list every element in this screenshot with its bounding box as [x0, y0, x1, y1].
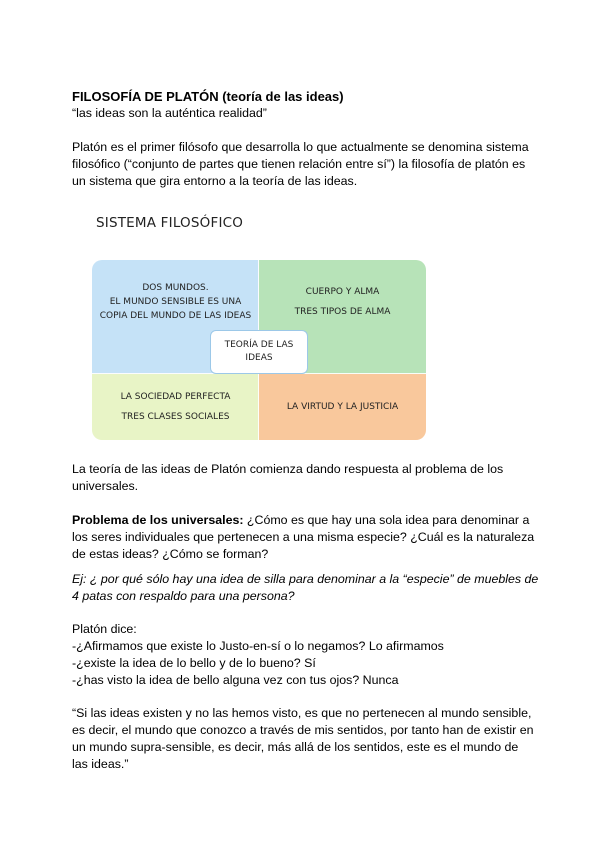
- paragraph-line: es decir, el mundo que conozco a través de mis sentidos, por tanto han de existir en: [72, 723, 534, 737]
- center-text: TEORÍA DE LAS: [224, 340, 294, 350]
- paragraph-line: -¿has visto la idea de bello alguna vez con tus ojos? Nunca: [72, 673, 399, 687]
- plato-says-paragraph: [72, 621, 532, 689]
- problem-first-line: [72, 512, 532, 529]
- quote-paragraph: [72, 705, 532, 773]
- paragraph-line: los seres individuales que pertenecen a una misma especie? ¿Cuál es la naturaleza: [72, 530, 535, 544]
- universals-paragraph: [72, 461, 532, 495]
- quadrant-text: DOS MUNDOS.: [142, 283, 209, 293]
- problem-paragraph: [72, 512, 535, 563]
- intro-line: filosófico (“conjunto de partes que tienen relación entre sí”) la filosofía de platón es: [72, 157, 526, 171]
- center-text: IDEAS: [245, 353, 273, 363]
- page-subtitle: “las ideas son la auténtica realidad”: [72, 106, 267, 120]
- intro-paragraph: [72, 139, 532, 190]
- quadrant-virtue-justice: [259, 374, 426, 440]
- paragraph-line: -¿Afirmamos que existe lo Justo-en-sí o lo negamos? Lo afirmamos: [72, 639, 444, 653]
- paragraph-line: 4 patas con respaldo para una persona?: [72, 589, 295, 603]
- quadrant-text: LA VIRTUD Y LA JUSTICIA: [286, 402, 399, 412]
- page-title: FILOSOFÍA DE PLATÓN (teoría de las ideas): [72, 89, 344, 104]
- paragraph-line: un mundo supra-sensible, es decir, más allá de los sentidos, este es el mundo de: [72, 740, 519, 754]
- paragraph-line: de estas ideas? ¿Cómo se forman?: [72, 547, 269, 561]
- paragraph-line: universales.: [72, 479, 139, 493]
- paragraph-line: las ideas.”: [72, 757, 129, 771]
- center-theory-of-ideas: [210, 330, 308, 374]
- paragraph-line: Platón dice:: [72, 622, 137, 636]
- intro-line: un sistema que gira entorno a la teoría de las ideas.: [72, 174, 358, 188]
- quadrant-text: COPIA DEL MUNDO DE LAS IDEAS: [99, 311, 252, 321]
- paragraph-line: -¿existe la idea de lo bello y de lo bueno? Sí: [72, 656, 316, 670]
- quadrant-perfect-society: [92, 374, 259, 440]
- paragraph-line: “Si las ideas existen y no las hemos visto, es que no pertenecen al mundo sensible,: [72, 706, 532, 720]
- quadrant-text: CUERPO Y ALMA: [305, 287, 380, 297]
- paragraph-line: La teoría de las ideas de Platón comienza dando respuesta al problema de los: [72, 462, 504, 476]
- diagram-title: SISTEMA FILOSÓFICO: [96, 215, 244, 231]
- quadrant-text: TRES CLASES SOCIALES: [121, 412, 230, 422]
- quadrant-text: LA SOCIEDAD PERFECTA: [120, 392, 231, 402]
- paragraph-line: Ej: ¿ por qué sólo hay una idea de silla para denominar a la “especie” de muebles de: [72, 572, 539, 586]
- system-diagram: [92, 260, 426, 440]
- example-paragraph: [72, 571, 539, 605]
- problem-text: ¿Cómo es que hay una sola idea para denominar a: [243, 513, 530, 527]
- quadrant-text: EL MUNDO SENSIBLE ES UNA: [109, 297, 242, 307]
- intro-line: Platón es el primer filósofo que desarrolla lo que actualmente se denomina sistema: [72, 140, 529, 154]
- quadrant-text: TRES TIPOS DE ALMA: [294, 307, 391, 317]
- problem-label: Problema de los universales:: [72, 513, 244, 527]
